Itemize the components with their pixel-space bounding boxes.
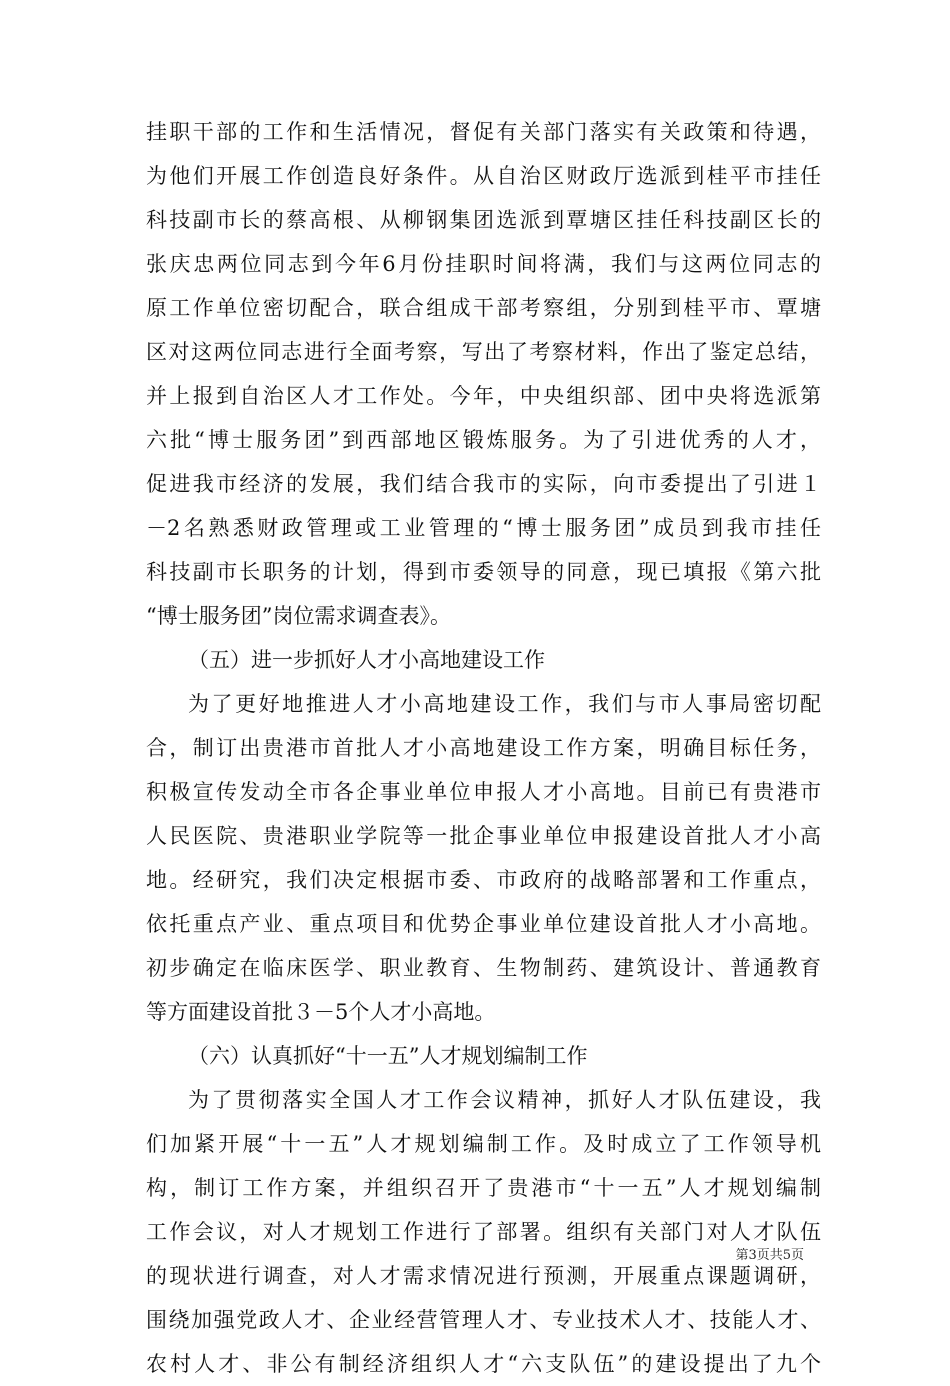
body-text: [146, 110, 821, 1386]
text-line: 促进我市经济的发展，我们结合我市的实际，向市委提出了引进１: [146, 472, 821, 496]
section-heading-6: （六）认真抓好“十一五”人才规划编制工作: [188, 1044, 588, 1068]
text-line: －2名熟悉财政管理或工业管理的“博士服务团”成员到我市挂任: [146, 516, 821, 540]
text-line: 围绕加强党政人才、企业经营管理人才、专业技术人才、技能人才、: [146, 1308, 821, 1332]
section-heading-5: （五）进一步抓好人才小高地建设工作: [188, 648, 545, 672]
text-line: 科技副市长职务的计划，得到市委领导的同意，现已填报《第六批: [146, 560, 821, 584]
text-line: 为他们开展工作创造良好条件。从自治区财政厅选派到桂平市挂任: [146, 164, 821, 188]
page-number-footer: 第3页共5页: [735, 1248, 804, 1263]
paragraph-first-line: 为了更好地推进人才小高地建设工作，我们与市人事局密切配: [188, 692, 821, 716]
text-line: 原工作单位密切配合，联合组成干部考察组，分别到桂平市、覃塘: [146, 296, 821, 320]
text-line: 挂职干部的工作和生活情况，督促有关部门落实有关政策和待遇，: [146, 120, 821, 144]
text-line: 科技副市长的蔡高根、从柳钢集团选派到覃塘区挂任科技副区长的: [146, 208, 821, 232]
text-line: 六批“博士服务团”到西部地区锻炼服务。为了引进优秀的人才，: [146, 428, 821, 452]
paragraph-first-line: 为了贯彻落实全国人才工作会议精神，抓好人才队伍建设，我: [188, 1088, 821, 1112]
text-line: 们加紧开展“十一五”人才规划编制工作。及时成立了工作领导机: [146, 1132, 821, 1156]
text-line: 依托重点产业、重点项目和优势企事业单位建设首批人才小高地。: [146, 912, 821, 936]
text-line: 工作会议，对人才规划工作进行了部署。组织有关部门对人才队伍: [146, 1220, 821, 1244]
text-line: 人民医院、贵港职业学院等一批企事业单位申报建设首批人才小高: [146, 824, 821, 848]
text-line: 农村人才、非公有制经济组织人才“六支队伍”的建设提出了九个: [146, 1352, 821, 1376]
text-line: 的现状进行调查，对人才需求情况进行预测，开展重点课题调研，: [146, 1264, 821, 1288]
text-line: 张庆忠两位同志到今年6月份挂职时间将满，我们与这两位同志的: [146, 252, 821, 276]
text-line: 初步确定在临床医学、职业教育、生物制药、建筑设计、普通教育: [146, 956, 821, 980]
text-line: 合，制订出贵港市首批人才小高地建设工作方案，明确目标任务，: [146, 736, 821, 760]
text-line: 积极宣传发动全市各企事业单位申报人才小高地。目前已有贵港市: [146, 780, 821, 804]
text-line: 地。经研究，我们决定根据市委、市政府的战略部署和工作重点，: [146, 868, 821, 892]
text-line: 并上报到自治区人才工作处。今年，中央组织部、团中央将选派第: [146, 384, 821, 408]
text-line: “博士服务团”岗位需求调查表》。: [146, 604, 451, 628]
text-line: 区对这两位同志进行全面考察，写出了考察材料，作出了鉴定总结，: [146, 340, 821, 364]
text-line: 等方面建设首批３－5个人才小高地。: [146, 1000, 496, 1024]
text-line: 构，制订工作方案，并组织召开了贵港市“十一五”人才规划编制: [146, 1176, 821, 1200]
